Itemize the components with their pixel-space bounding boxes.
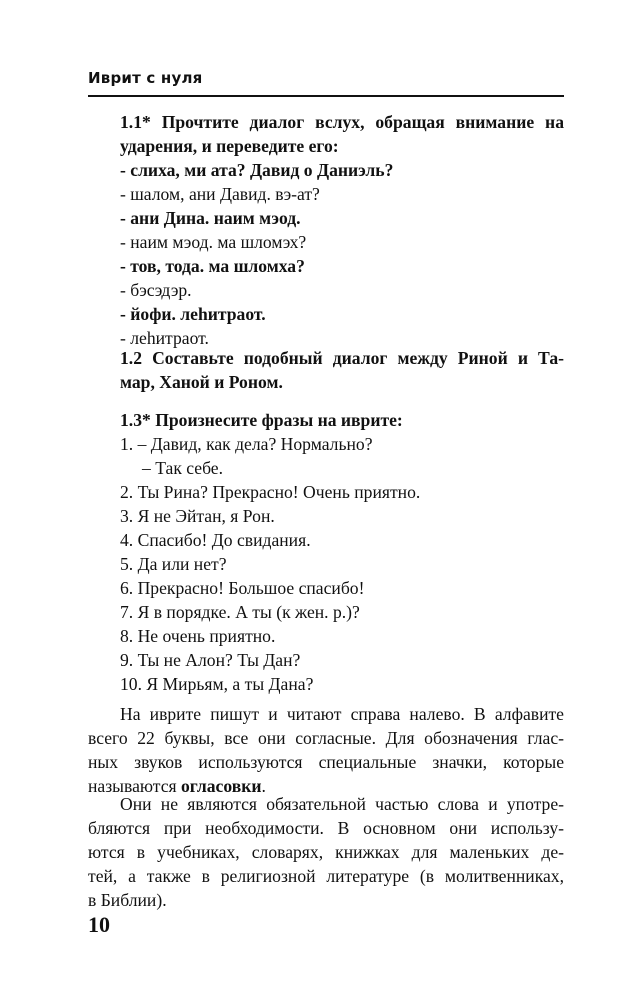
dialog-line: - ани Дина. наим мэод. (120, 208, 301, 228)
page-number: 10 (88, 912, 110, 937)
dialog-line: - бэсэдэр. (120, 280, 192, 300)
phrase-item: 8. Не очень приятно. (120, 626, 276, 646)
text-run: называются (88, 776, 181, 796)
paragraph-line: На иврите пишут и читают справа налево. В алфавите (120, 704, 564, 724)
paragraph-line: ных звуков используются специальные значки, которые (88, 752, 564, 772)
paragraph-line: ются в учебниках, словарях, книжках для маленьких де- (88, 842, 564, 862)
term-oglasovki: огласовки (181, 776, 262, 796)
paragraph-line: бляются при необходимости. В основном они использу- (88, 818, 564, 838)
exercise-title-line: мар, Ханой и Роном. (120, 372, 283, 392)
phrase-item: 10. Я Мирьям, а ты Дана? (120, 674, 314, 694)
phrase-item: 7. Я в порядке. А ты (к жен. р.)? (120, 602, 360, 622)
paragraph-line: всего 22 буквы, все они согласные. Для обозначения глас- (88, 728, 564, 748)
header-rule (88, 95, 564, 97)
exercise-1-2 (120, 346, 564, 394)
phrase-item: 3. Я не Эйтан, я Рон. (120, 506, 275, 526)
dialog-line: - слиха, ми ата? Давид о Даниэль? (120, 160, 394, 180)
exercise-1-1 (120, 110, 564, 350)
exercise-title-line: ударения, и переведите его: (120, 136, 339, 156)
paragraph-line: Они не являются обязательной частью слова и употре- (120, 794, 564, 814)
paragraph-line: тей, а также в религиозной литературе (в молитвенниках, (88, 866, 564, 886)
running-title: Иврит с нуля (88, 69, 203, 87)
exercise-title: 1.3* Произнесите фразы на иврите: (120, 410, 403, 430)
exercise-title-line: 1.1* Прочтите диалог вслух, обращая внимание на (120, 112, 564, 132)
dialog-line: - тов, тода. ма шломха? (120, 256, 305, 276)
exercise-title-line: 1.2 Составьте подобный диалог между Риной и Та- (120, 348, 564, 368)
dialog-line: - шалом, ани Давид. вэ-ат? (120, 184, 320, 204)
dialog-line: - йофи. леһитраот. (120, 304, 266, 324)
paragraph-alphabet (88, 702, 564, 798)
phrase-item: 2. Ты Рина? Прекрасно! Очень приятно. (120, 482, 421, 502)
phrase-item: 1. – Давид, как дела? Нормально? (120, 434, 373, 454)
paragraph-usage (88, 792, 564, 912)
phrase-item: 5. Да или нет? (120, 554, 227, 574)
exercise-1-3 (120, 408, 564, 696)
phrase-item: 4. Спасибо! До свидания. (120, 530, 311, 550)
phrase-item: – Так себе. (142, 458, 224, 478)
phrase-item: 9. Ты не Алон? Ты Дан? (120, 650, 301, 670)
text-run: . (261, 776, 266, 796)
phrase-item: 6. Прекрасно! Большое спасибо! (120, 578, 365, 598)
paragraph-line: в Библии). (88, 890, 167, 910)
dialog-line: - леһитраот. (120, 328, 209, 348)
dialog-line: - наим мэод. ма шломэх? (120, 232, 307, 252)
